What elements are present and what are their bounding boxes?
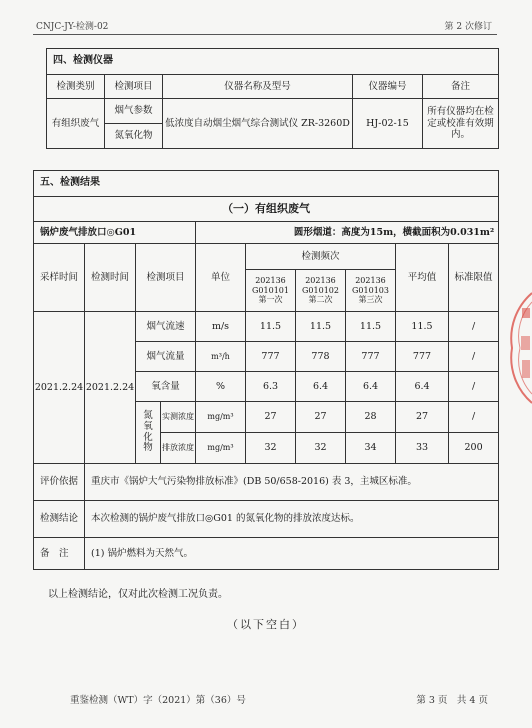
freq-code: 202136 G010102	[302, 276, 339, 295]
col-test-time: 检测时间	[85, 244, 136, 312]
nox-group-label: 氮氧化物	[136, 402, 161, 464]
doc-code: CNJC-JY-检测-02	[36, 22, 109, 32]
conclusion-label: 检测结论	[34, 501, 85, 538]
row-average: 777	[396, 342, 449, 372]
row-value-3: 777	[346, 342, 396, 372]
results-section-title: 五、检测结果	[34, 171, 499, 197]
test-date: 2021.2.24	[85, 312, 136, 464]
instrument-name: 低浓度自动烟尘烟气综合测试仪 ZR-3260D	[163, 99, 353, 149]
col-test-item: 检测项目	[136, 244, 196, 312]
row-unit: mg/m³	[196, 402, 246, 433]
row-average: 33	[396, 433, 449, 464]
row-value-1: 777	[246, 342, 296, 372]
instrument-remark: 所有仪器均在检定或校准有效期内。	[423, 99, 499, 149]
official-seal-stamp	[507, 288, 532, 408]
row-value-2: 11.5	[296, 312, 346, 342]
remark-text: (1) 锅炉燃料为天然气。	[85, 538, 499, 570]
col-instrument-no: 仪器编号	[353, 75, 423, 99]
col-average: 平均值	[396, 244, 449, 312]
col-item: 检测项目	[105, 75, 163, 99]
row-value-1: 11.5	[246, 312, 296, 342]
col-sample-time: 采样时间	[34, 244, 85, 312]
row-item: 烟气流量	[136, 342, 196, 372]
instrument-number: HJ-02-15	[353, 99, 423, 149]
col-unit: 单位	[196, 244, 246, 312]
row-unit: %	[196, 372, 246, 402]
row-limit: /	[449, 312, 499, 342]
row-value-2: 27	[296, 402, 346, 433]
row-average: 27	[396, 402, 449, 433]
basis-text: 重庆市《锅炉大气污染物排放标准》(DB 50/658-2016) 表 3，主城区标准。	[85, 464, 499, 501]
outlet-name: 锅炉废气排放口◎G01	[34, 222, 196, 244]
freq-label: 第三次	[358, 295, 383, 305]
freq-head-3	[346, 270, 396, 312]
row-limit: /	[449, 372, 499, 402]
freq-head-1	[246, 270, 296, 312]
row-value-2: 6.4	[296, 372, 346, 402]
page-number: 第 3 页 共 4 页	[416, 695, 488, 706]
col-instrument-name: 仪器名称及型号	[163, 75, 353, 99]
basis-label: 评价依据	[34, 464, 85, 501]
results-table	[33, 170, 499, 570]
col-category: 检测类别	[47, 75, 105, 99]
row-unit: m³/h	[196, 342, 246, 372]
row-value-1: 27	[246, 402, 296, 433]
row-unit: mg/m³	[196, 433, 246, 464]
report-number: 重鉴检测（WT）字（2021）第（36）号	[70, 695, 246, 706]
conclusion-text: 本次检测的锅炉废气排放口◎G01 的氮氧化物的排放浓度达标。	[85, 501, 499, 538]
row-limit: /	[449, 402, 499, 433]
instrument-category: 有组织废气	[47, 99, 105, 149]
header-rule	[33, 34, 497, 35]
row-value-3: 11.5	[346, 312, 396, 342]
freq-label: 第一次	[258, 295, 283, 305]
blank-below-note: （以下空白）	[227, 618, 305, 631]
instruments-table	[46, 48, 499, 149]
instrument-item: 烟气参数	[105, 99, 163, 124]
revision-label: 第 2 次修订	[444, 22, 492, 32]
row-unit: m/s	[196, 312, 246, 342]
row-average: 11.5	[396, 312, 449, 342]
freq-label: 第二次	[308, 295, 333, 305]
col-remark: 备注	[423, 75, 499, 99]
sample-date: 2021.2.24	[34, 312, 85, 464]
flue-info: 圆形烟道：高度为15m，横截面积为0.031m²	[196, 222, 499, 244]
remark-label: 备 注	[34, 538, 85, 570]
row-average: 6.4	[396, 372, 449, 402]
col-frequency: 检测频次	[246, 244, 396, 270]
row-value-3: 6.4	[346, 372, 396, 402]
row-value-3: 28	[346, 402, 396, 433]
freq-head-2	[296, 270, 346, 312]
nox-measured-label: 实测浓度	[161, 402, 196, 433]
row-value-1: 6.3	[246, 372, 296, 402]
row-value-2: 778	[296, 342, 346, 372]
row-item: 氧含量	[136, 372, 196, 402]
freq-code: 202136 G010103	[352, 276, 389, 295]
row-item: 烟气流速	[136, 312, 196, 342]
nox-emission-label: 排放浓度	[161, 433, 196, 464]
results-subtitle: （一）有组织废气	[34, 197, 499, 222]
row-value-2: 32	[296, 433, 346, 464]
row-limit: /	[449, 342, 499, 372]
liability-note: 以上检测结论，仅对此次检测工况负责。	[48, 589, 228, 600]
freq-code: 202136 G010101	[252, 276, 289, 295]
col-limit: 标准限值	[449, 244, 499, 312]
row-value-1: 32	[246, 433, 296, 464]
row-value-3: 34	[346, 433, 396, 464]
instruments-section-title: 四、检测仪器	[47, 49, 499, 75]
instrument-item: 氮氧化物	[105, 124, 163, 149]
row-limit: 200	[449, 433, 499, 464]
